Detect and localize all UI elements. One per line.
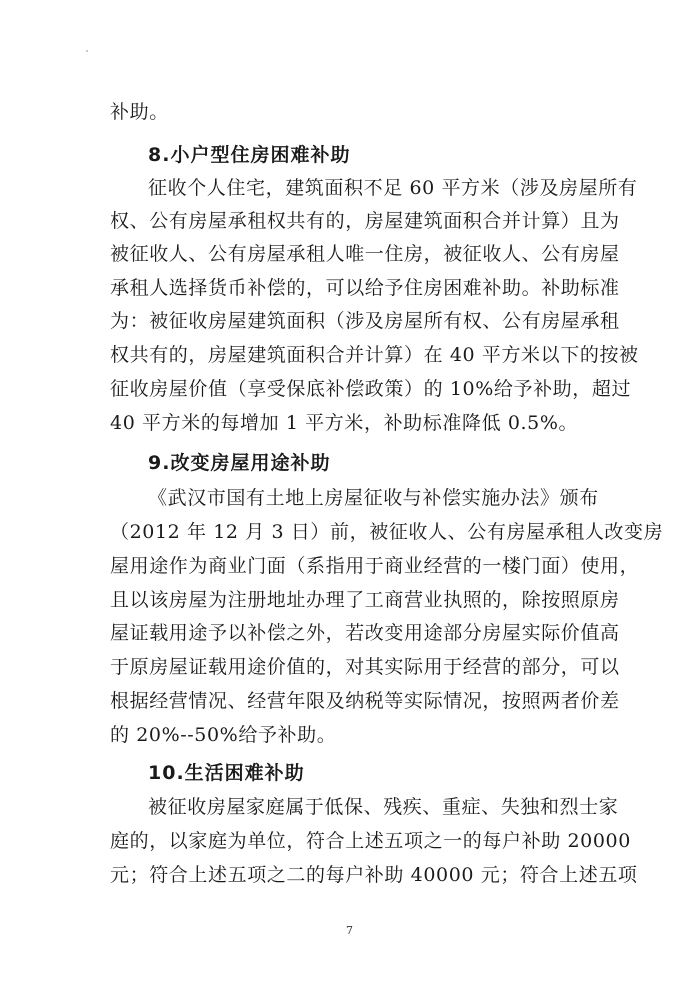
scan-speck (86, 50, 88, 52)
body-line: 的 20%--50%给予补助。 (110, 724, 337, 746)
body-line: 权共有的，房屋建筑面积合并计算）在 40 平方米以下的按被 (110, 344, 639, 366)
section-heading-9: 9.改变房屋用途补助 (148, 452, 331, 474)
body-line: 根据经营情况、经营年限及纳税等实际情况，按照两者价差 (110, 690, 620, 712)
page-number: 7 (346, 924, 353, 937)
body-line: 屋用途作为商业门面（系指用于商业经营的一楼门面）使用， (110, 555, 640, 577)
body-line: 被征收人、公有房屋承租人唯一住房，被征收人、公有房屋 (110, 243, 620, 265)
body-line: 《武汉市国有土地上房屋征收与补偿实施办法》颁布 (148, 487, 599, 509)
section-heading-8: 8.小户型住房困难补助 (148, 144, 351, 166)
body-line: 权、公有房屋承租权共有的，房屋建筑面积合并计算）且为 (110, 210, 620, 232)
body-line: 且以该房屋为注册地址办理了工商营业执照的，除按照原房 (110, 589, 620, 611)
body-line: 被征收房屋家庭属于低保、残疾、重症、失独和烈士家 (148, 796, 619, 818)
body-line: 于原房屋证载用途价值的，对其实际用于经营的部分，可以 (110, 656, 620, 678)
body-line: 补助。 (110, 101, 169, 123)
body-line: 庭的，以家庭为单位，符合上述五项之一的每户补助 20000 (110, 830, 631, 852)
body-line: 征收房屋价值（享受保底补偿政策）的 10%给予补助，超过 (110, 378, 632, 400)
section-heading-10: 10.生活困难补助 (148, 762, 305, 784)
body-line: 承租人选择货币补偿的，可以给予住房困难补助。补助标准 (110, 277, 620, 299)
body-line: 为：被征收房屋建筑面积（涉及房屋所有权、公有房屋承租 (110, 310, 620, 332)
body-line: 屋证载用途予以补偿之外，若改变用途部分房屋实际价值高 (110, 622, 620, 644)
body-line: 征收个人住宅，建筑面积不足 60 平方米（涉及房屋所有 (148, 177, 638, 199)
body-line: 40 平方米的每增加 1 平方米，补助标准降低 0.5%。 (110, 412, 579, 434)
body-line: （2012 年 12 月 3 日）前，被征收人、公有房屋承租人改变房 (110, 521, 664, 543)
body-line: 元；符合上述五项之二的每户补助 40000 元；符合上述五项 (110, 864, 638, 886)
